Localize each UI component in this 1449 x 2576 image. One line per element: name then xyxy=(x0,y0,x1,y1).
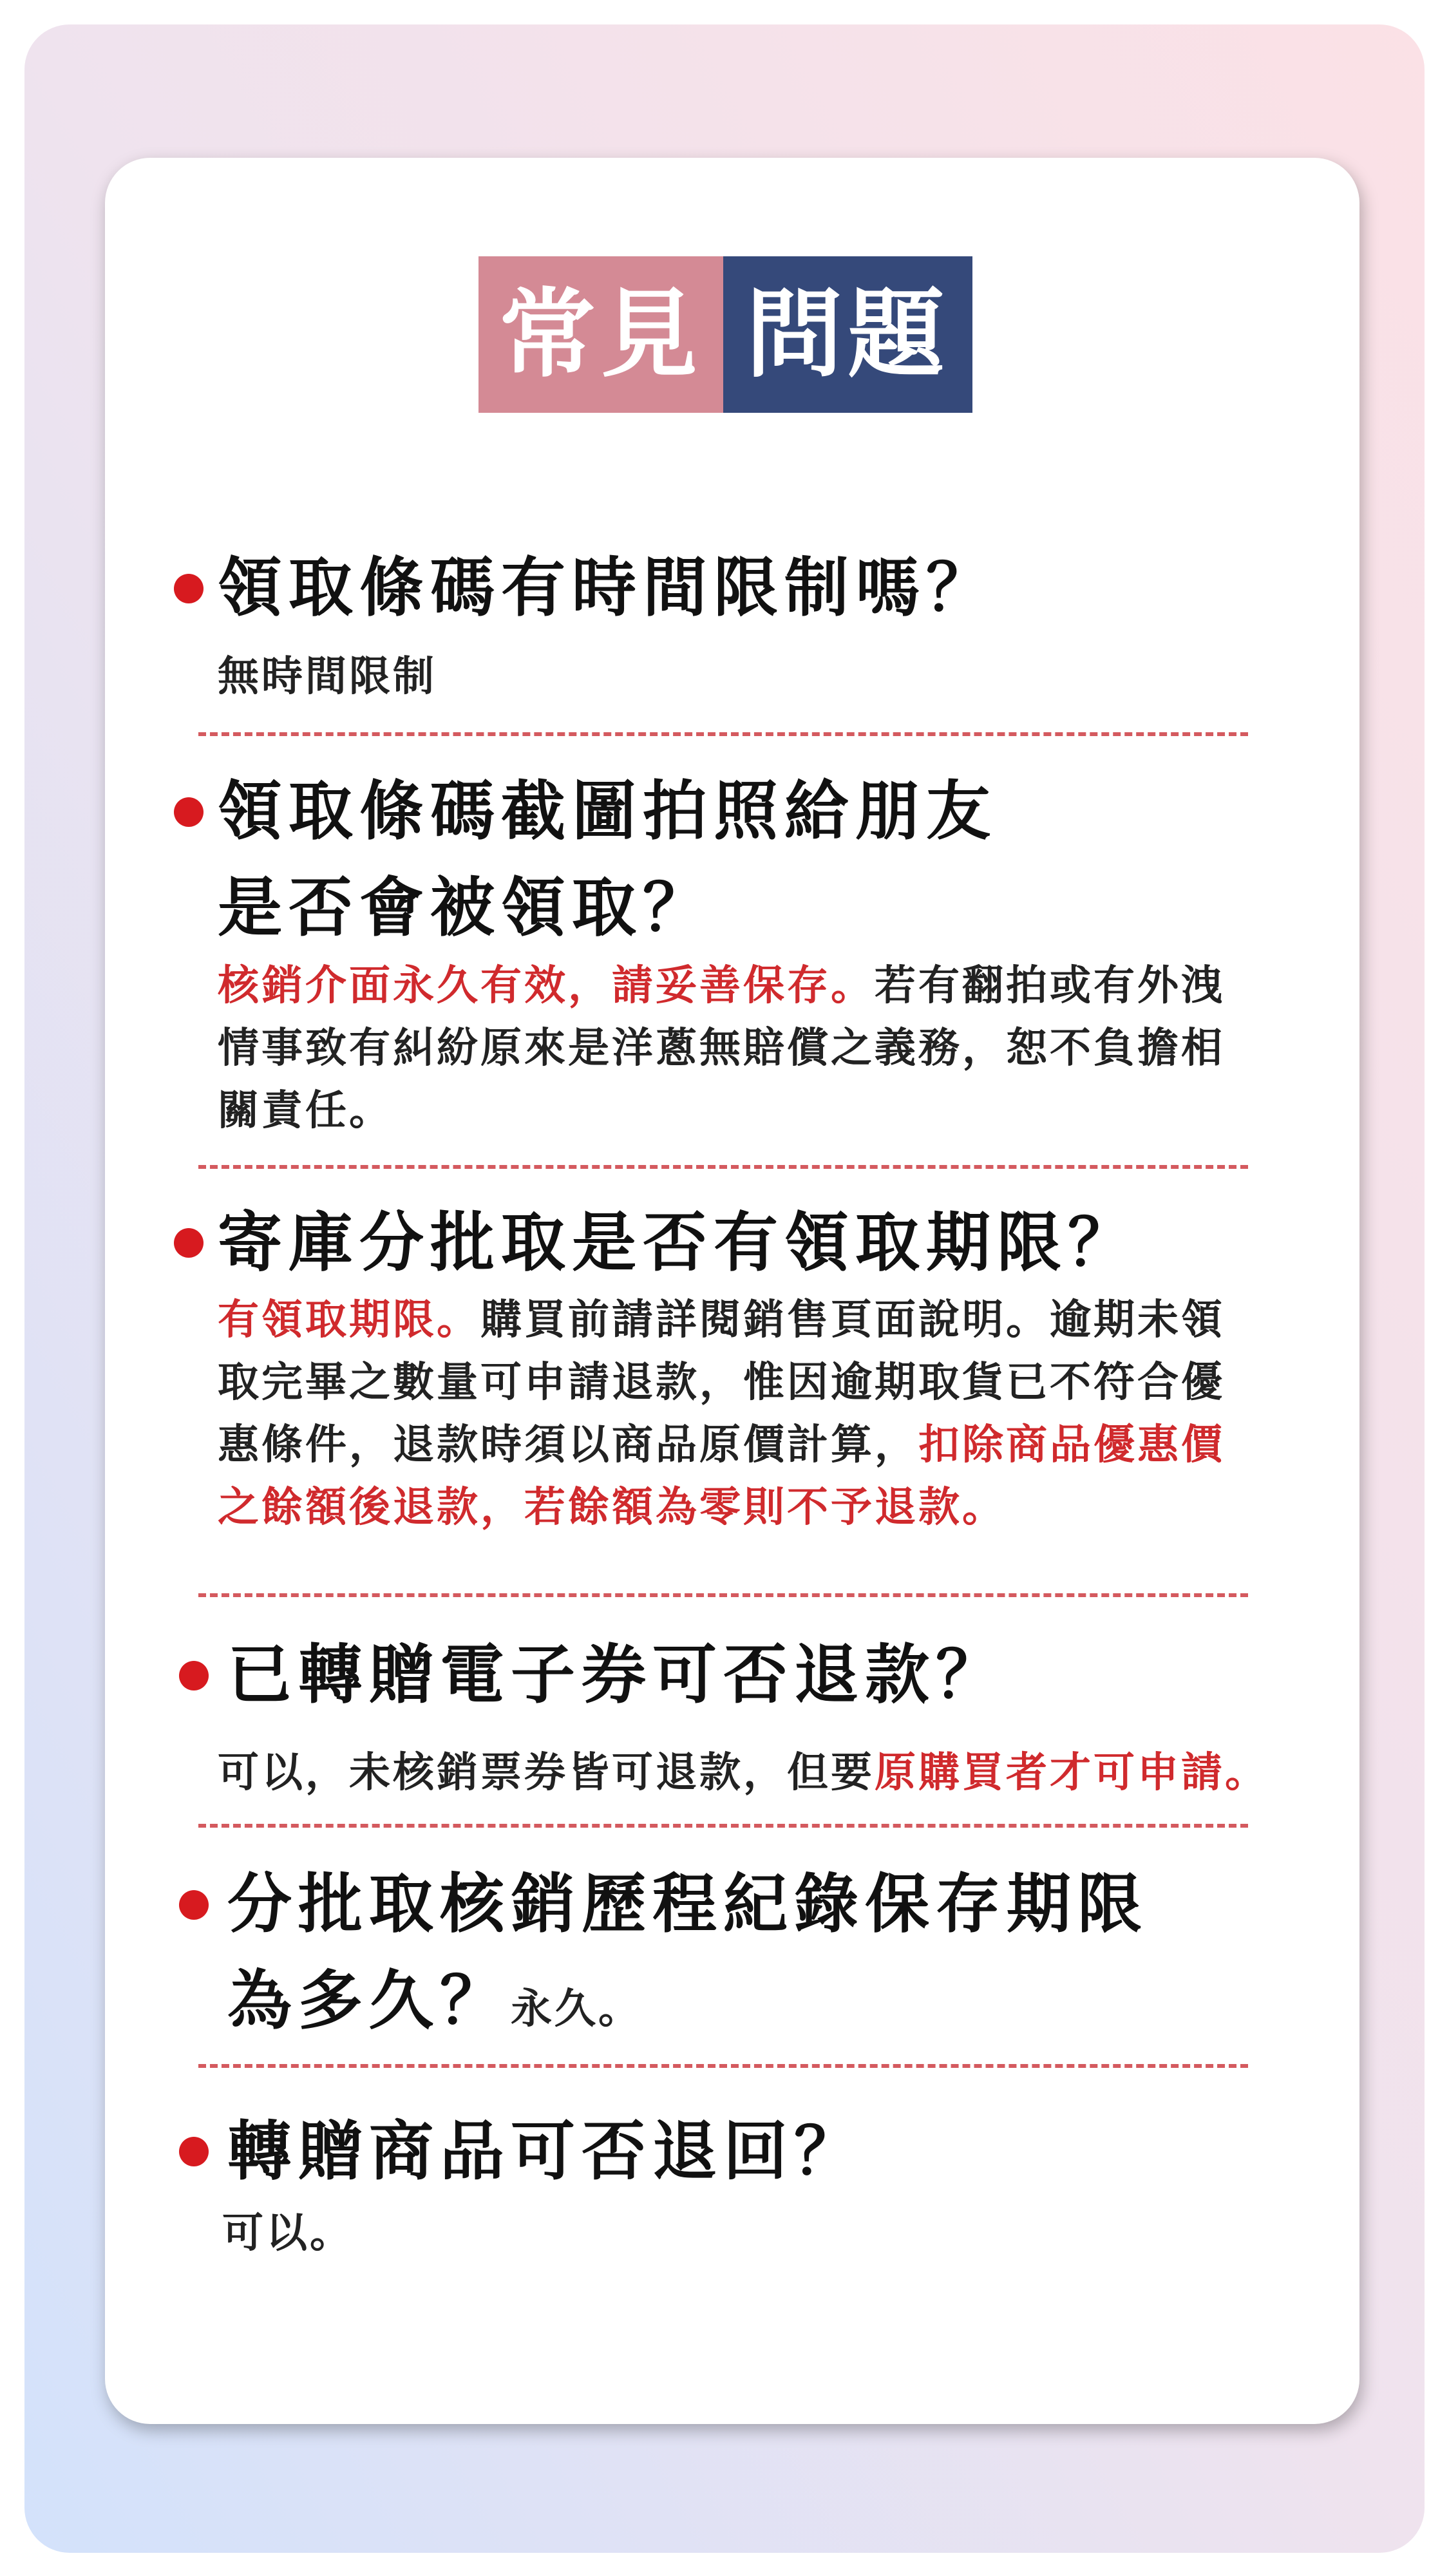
answer-text: 惠條件，退款時須以商品原價計算， xyxy=(218,1421,918,1469)
faq-question-3: 寄庫分批取是否有領取期限？ xyxy=(218,1205,1139,1280)
faq-answer-5: 永久。 xyxy=(511,1985,642,2033)
title-part-2: 問題 xyxy=(723,256,972,413)
faq-answer-6: 可以。 xyxy=(222,2210,354,2257)
bullet-dot-icon xyxy=(174,797,204,827)
page-title xyxy=(478,256,972,413)
faq-question-5-line-2 xyxy=(227,1946,642,2064)
answer-text: 可以，未核銷票券皆可退款，但要 xyxy=(218,1749,875,1797)
answer-text: 購買前請詳閱銷售頁面說明。逾期未領 xyxy=(480,1296,1225,1344)
dashed-divider xyxy=(198,732,1248,736)
question-text: 為多久？ xyxy=(227,1963,511,2038)
faq-answer-4 xyxy=(218,1742,1269,1804)
bullet-dot-icon xyxy=(179,2137,209,2166)
answer-highlight: 扣除商品優惠價 xyxy=(918,1421,1225,1469)
faq-question-1: 領取條碼有時間限制嗎？ xyxy=(218,550,997,625)
faq-answer-3-line-4: 之餘額後退款，若餘額為零則不予退款。 xyxy=(218,1484,1006,1531)
faq-question-2-line-2: 是否會被領取？ xyxy=(218,870,714,945)
faq-answer-2-line-1 xyxy=(218,955,1225,1017)
answer-highlight: 原購買者才可申請。 xyxy=(875,1749,1269,1797)
answer-text: 若有翻拍或有外洩 xyxy=(875,962,1225,1010)
bullet-dot-icon xyxy=(174,1228,204,1258)
title-part-1: 常見 xyxy=(478,256,723,413)
dashed-divider xyxy=(198,1593,1248,1597)
faq-answer-2-line-2: 情事致有糾紛原來是洋蔥無賠償之義務，恕不負擔相 xyxy=(218,1025,1225,1072)
bullet-dot-icon xyxy=(179,1661,209,1690)
faq-answer-2-line-3: 關責任。 xyxy=(218,1087,393,1135)
faq-answer-3-line-2: 取完畢之數量可申請退款，惟因逾期取貨已不符合優 xyxy=(218,1359,1225,1406)
bullet-dot-icon xyxy=(174,574,204,603)
faq-answer-3-line-3 xyxy=(218,1414,1225,1476)
answer-highlight: 有領取期限。 xyxy=(218,1296,480,1344)
dashed-divider xyxy=(198,2064,1248,2068)
answer-highlight: 核銷介面永久有效，請妥善保存。 xyxy=(218,962,875,1010)
faq-answer-1: 無時間限制 xyxy=(218,653,437,701)
faq-question-4: 已轉贈電子券可否退款？ xyxy=(227,1637,1007,1712)
bullet-dot-icon xyxy=(179,1890,209,1920)
dashed-divider xyxy=(198,1824,1248,1828)
faq-answer-3-line-1 xyxy=(218,1289,1225,1351)
faq-question-6: 轉贈商品可否退回？ xyxy=(227,2114,865,2189)
faq-question-5-line-1: 分批取核銷歷程紀錄保存期限 xyxy=(227,1866,1148,1942)
faq-question-2-line-1: 領取條碼截圖拍照給朋友 xyxy=(218,773,997,849)
dashed-divider xyxy=(198,1165,1248,1169)
